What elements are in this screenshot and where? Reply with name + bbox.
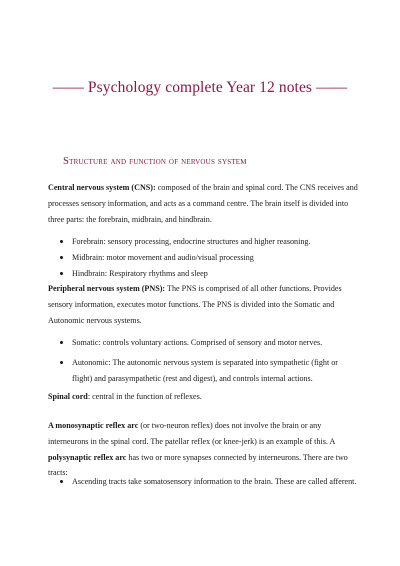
pns-paragraph: [48, 281, 360, 328]
list-item: Ascending tracts take somatosensory information to the brain. These are called afferent.: [48, 474, 360, 490]
polysynaptic-term: polysynaptic reflex arc: [48, 452, 127, 462]
pns-term: Peripheral nervous system (PNS):: [48, 284, 166, 293]
bullet-icon: [60, 341, 63, 344]
reflex-text-1: (or two-neuron reflex) does not involve the brain or any interneurons in the spinal cord. The patellar reflex (or knee-jerk) is an example of this. A: [48, 421, 335, 446]
list-item: Midbrain: motor movement and audio/visual processing: [48, 250, 360, 266]
section-heading: Structure and function of nervous system: [63, 156, 247, 167]
spinal-cord-term: Spinal cord: [48, 392, 88, 401]
bullet-icon: [60, 256, 63, 259]
reflex-text-2: has two or more synapses connected by interneurons. There are two tracts:: [48, 452, 348, 478]
reflex-paragraph: [48, 418, 360, 481]
bullet-icon: [60, 272, 63, 275]
bullet-icon: [60, 361, 63, 364]
list-item: Somatic: controls voluntary actions. Comprised of sensory and motor nerves.: [48, 335, 360, 351]
list-item: Forebrain: sensory processing, endocrine structures and higher reasoning.: [48, 234, 360, 250]
bullet-icon: [60, 480, 63, 483]
cns-paragraph: [48, 180, 360, 227]
list-item: Hindbrain: Respiratory rhythms and sleep: [48, 266, 360, 282]
list-item: Autonomic: The autonomic nervous system is separated into sympathetic (fight or flight) and parasympathetic (rest and digest), and controls internal actions.: [48, 355, 360, 387]
tracts-list: [48, 474, 360, 490]
pns-text: The PNS is comprised of all other functions. Provides sensory information, executes motor functions. The PNS is divided into the Somatic and Autonomic nervous systems.: [48, 284, 342, 325]
cns-term: Central nervous system (CNS):: [48, 183, 156, 192]
spinal-cord-text: : central in the function of reflexes.: [87, 392, 202, 401]
document-title: —— Psychology complete Year 12 notes ——: [52, 79, 348, 96]
cns-text: composed of the brain and spinal cord. The CNS receives and processes sensory information, and acts as a command centre. The brain itself is divided into three parts: the forebrain, midbrain, and hindbrain.: [48, 183, 358, 224]
bullet-icon: [60, 240, 63, 243]
spinal-cord-paragraph: [48, 389, 360, 405]
monosynaptic-term: A monosynaptic reflex arc: [48, 421, 139, 430]
pns-parts-list: [48, 335, 360, 390]
brain-parts-list: [48, 234, 360, 281]
